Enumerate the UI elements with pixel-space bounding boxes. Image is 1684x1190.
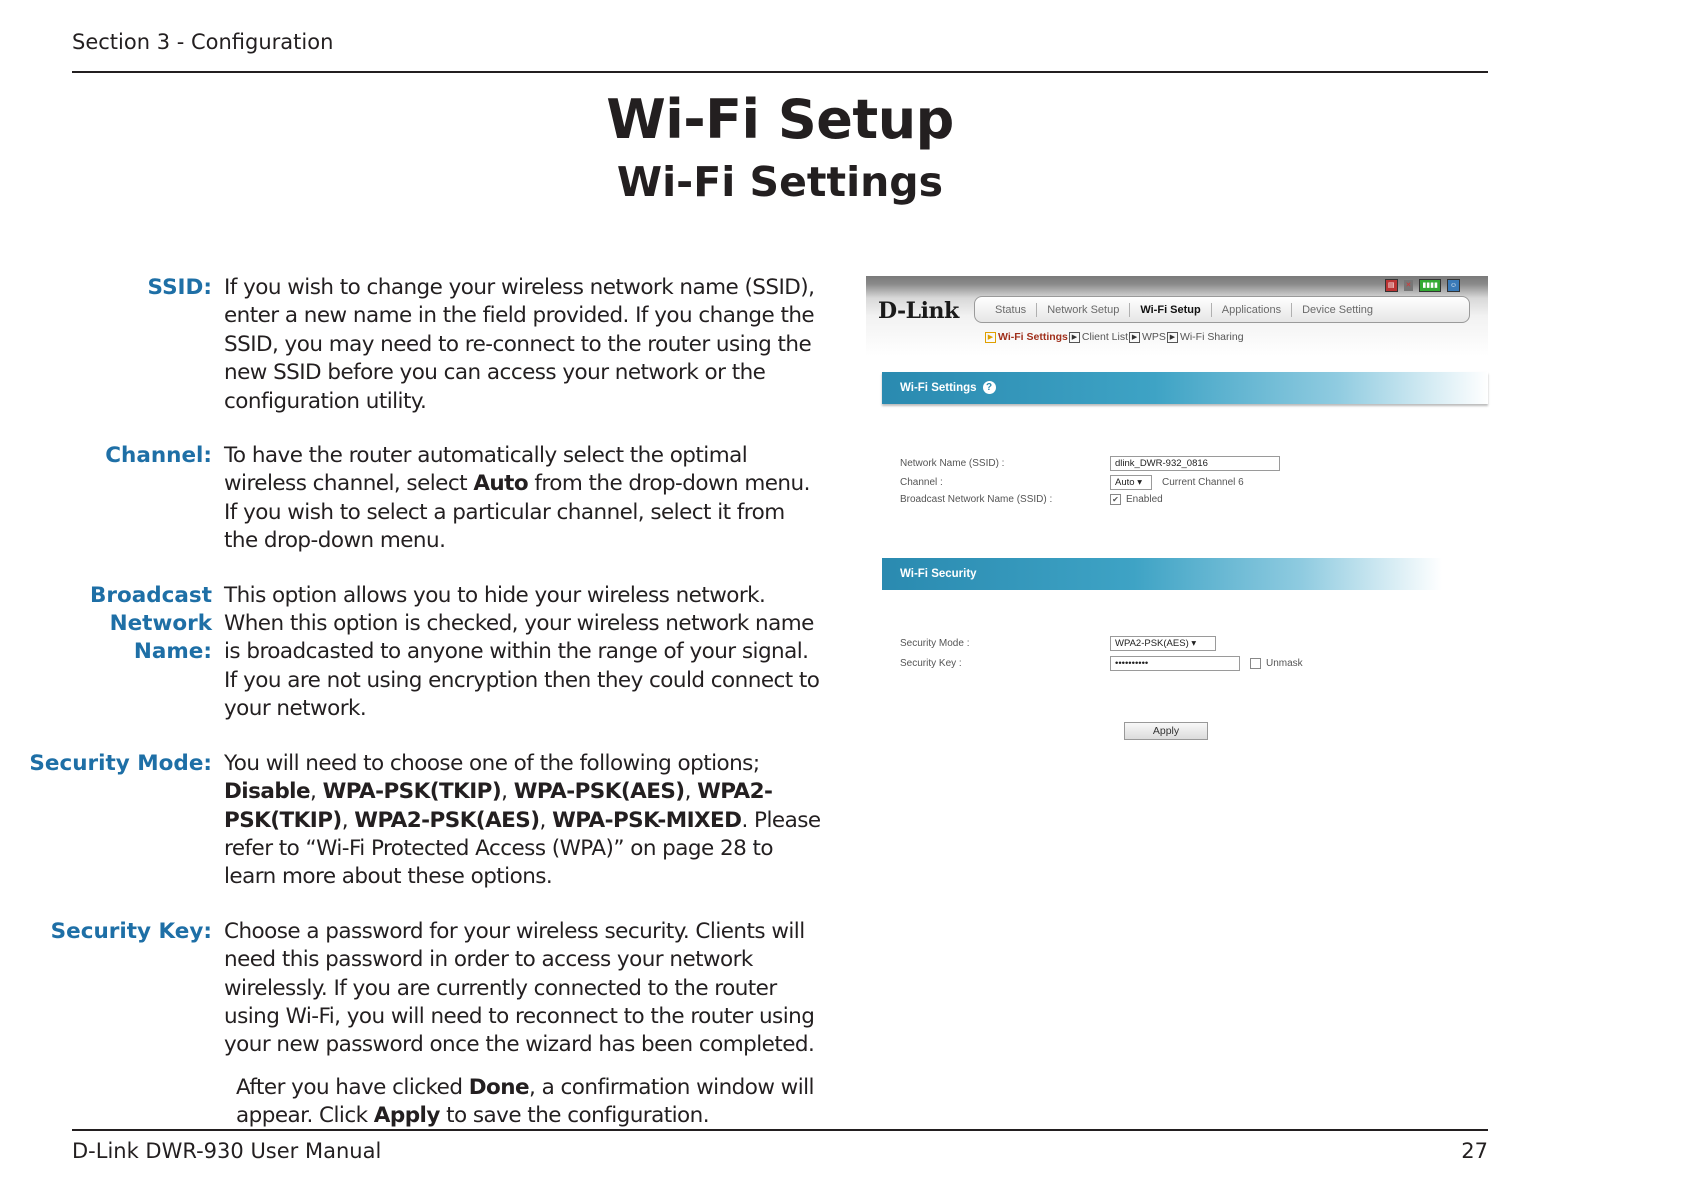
- user-icon: ☺: [1447, 279, 1460, 292]
- desc-ssid: If you wish to change your wireless network name (SSID), enter a new name in the field provided. If you change the SSID, you may need to re-connect to the router using the new SSID before you can access your network or the configuration utility.: [224, 275, 815, 414]
- security-key-label: Security Key :: [900, 658, 962, 669]
- page-number: 27: [1461, 1139, 1488, 1163]
- dlink-logo: D-Link: [878, 298, 959, 324]
- term-channel: Channel:: [105, 443, 212, 469]
- sim-icon: ▤: [1385, 279, 1398, 292]
- security-key-input[interactable]: ••••••••••: [1110, 656, 1240, 671]
- subnav-wps[interactable]: WPS: [1142, 331, 1166, 343]
- term-broadcast: Broadcast Network Name:: [90, 582, 212, 664]
- channel-select[interactable]: Auto ▾: [1110, 475, 1152, 490]
- tab-applications[interactable]: Applications: [1212, 303, 1292, 317]
- security-mode-label: Security Mode :: [900, 638, 970, 649]
- wifi-security-header: Wi-Fi Security: [882, 558, 1442, 590]
- entry-security-mode: [20, 750, 850, 892]
- tab-wifi-setup[interactable]: Wi-Fi Setup: [1130, 303, 1211, 317]
- arrow-right-icon: ▶: [1129, 332, 1140, 343]
- channel-label: Channel :: [900, 477, 943, 488]
- unmask-label: Unmask: [1266, 658, 1303, 669]
- row-broadcast: [900, 494, 1163, 505]
- apply-note: After you have clicked Done, a confirmation window will appear. Click Apply to save the configuration.: [236, 1074, 814, 1129]
- desc-security-mode: You will need to choose one of the following options; Disable, WPA-PSK(TKIP), WPA-PSK(AES), WPA2-PSK(TKIP), WPA2-PSK(AES), WPA-PSK-MIXED. Please refer to “Wi-Fi Protected Access (WPA)” on page 28 to learn more about these options.: [224, 750, 821, 890]
- signal-icon: ✕: [1405, 282, 1412, 289]
- definition-list: [20, 274, 850, 1131]
- status-icons: [1385, 279, 1460, 292]
- entry-security-key: [20, 918, 850, 1060]
- term-ssid: SSID:: [147, 275, 212, 300]
- desc-broadcast: This option allows you to hide your wireless network. When this option is checked, your wireless network name is broadcasted to anyone within the range of your signal. If you are not using encryption then they could connect to your network.: [224, 582, 820, 722]
- help-icon[interactable]: ?: [983, 381, 996, 394]
- term-security-mode: Security Mode:: [29, 750, 212, 776]
- router-nav: [974, 296, 1470, 323]
- row-network-name: [900, 456, 1280, 471]
- subnav-wifi-sharing[interactable]: Wi-Fi Sharing: [1179, 331, 1244, 343]
- term-security-key: Security Key:: [50, 918, 212, 944]
- security-mode-select[interactable]: WPA2-PSK(AES) ▾: [1110, 636, 1216, 651]
- row-channel: [900, 475, 1244, 490]
- arrow-right-icon: ▶: [1167, 332, 1178, 343]
- broadcast-checkbox[interactable]: ✔: [1110, 494, 1121, 505]
- row-security-mode: [900, 636, 1216, 651]
- tab-network-setup[interactable]: Network Setup: [1037, 303, 1130, 317]
- apply-button[interactable]: Apply: [1124, 722, 1208, 740]
- router-screenshot: [866, 276, 1488, 746]
- desc-security-key: Choose a password for your wireless security. Clients will need this password in order to access your network wirelessly. If you are currently connected to the router using Wi-Fi, you will need to reconnect to the router using your new password once the wizard has been completed.: [224, 918, 815, 1058]
- row-security-key: [900, 656, 1303, 671]
- section-header: Section 3 - Configuration: [72, 30, 334, 54]
- broadcast-enabled-text: Enabled: [1126, 494, 1163, 505]
- arrow-right-icon: ▶: [985, 332, 996, 343]
- broadcast-label: Broadcast Network Name (SSID) :: [900, 494, 1053, 505]
- chevron-down-icon: ▾: [1191, 638, 1197, 649]
- page-subtitle: Wi-Fi Settings: [616, 158, 944, 206]
- entry-channel: [20, 442, 850, 556]
- battery-icon: ▮▮▮▮: [1419, 279, 1440, 292]
- desc-channel: To have the router automatically select the optimal wireless channel, select Auto from the drop-down menu. If you wish to select a particular channel, select it from the drop-down menu.: [224, 443, 810, 554]
- wifi-settings-header: Wi-Fi Settings ?: [882, 372, 1488, 404]
- tab-device-setting[interactable]: Device Setting: [1302, 303, 1374, 316]
- subnav-client-list[interactable]: Client List: [1081, 331, 1129, 343]
- tab-status[interactable]: Status: [985, 303, 1037, 317]
- entry-broadcast: [20, 582, 850, 724]
- network-name-input[interactable]: dlink_DWR-932_0816: [1110, 456, 1280, 471]
- network-name-label: Network Name (SSID) :: [900, 458, 1005, 469]
- current-channel-text: Current Channel 6: [1162, 477, 1244, 488]
- chevron-down-icon: ▾: [1137, 477, 1142, 488]
- footer-divider: [72, 1129, 1488, 1131]
- arrow-right-icon: ▶: [1069, 332, 1080, 343]
- unmask-checkbox[interactable]: [1250, 658, 1261, 669]
- footer-manual-title: D-Link DWR-930 User Manual: [72, 1139, 382, 1163]
- subnav-wifi-settings[interactable]: Wi-Fi Settings: [998, 331, 1068, 343]
- router-subnav: [984, 331, 1244, 343]
- header-divider: [72, 71, 1488, 73]
- page-title: Wi-Fi Setup: [606, 88, 954, 151]
- entry-ssid: [20, 274, 850, 416]
